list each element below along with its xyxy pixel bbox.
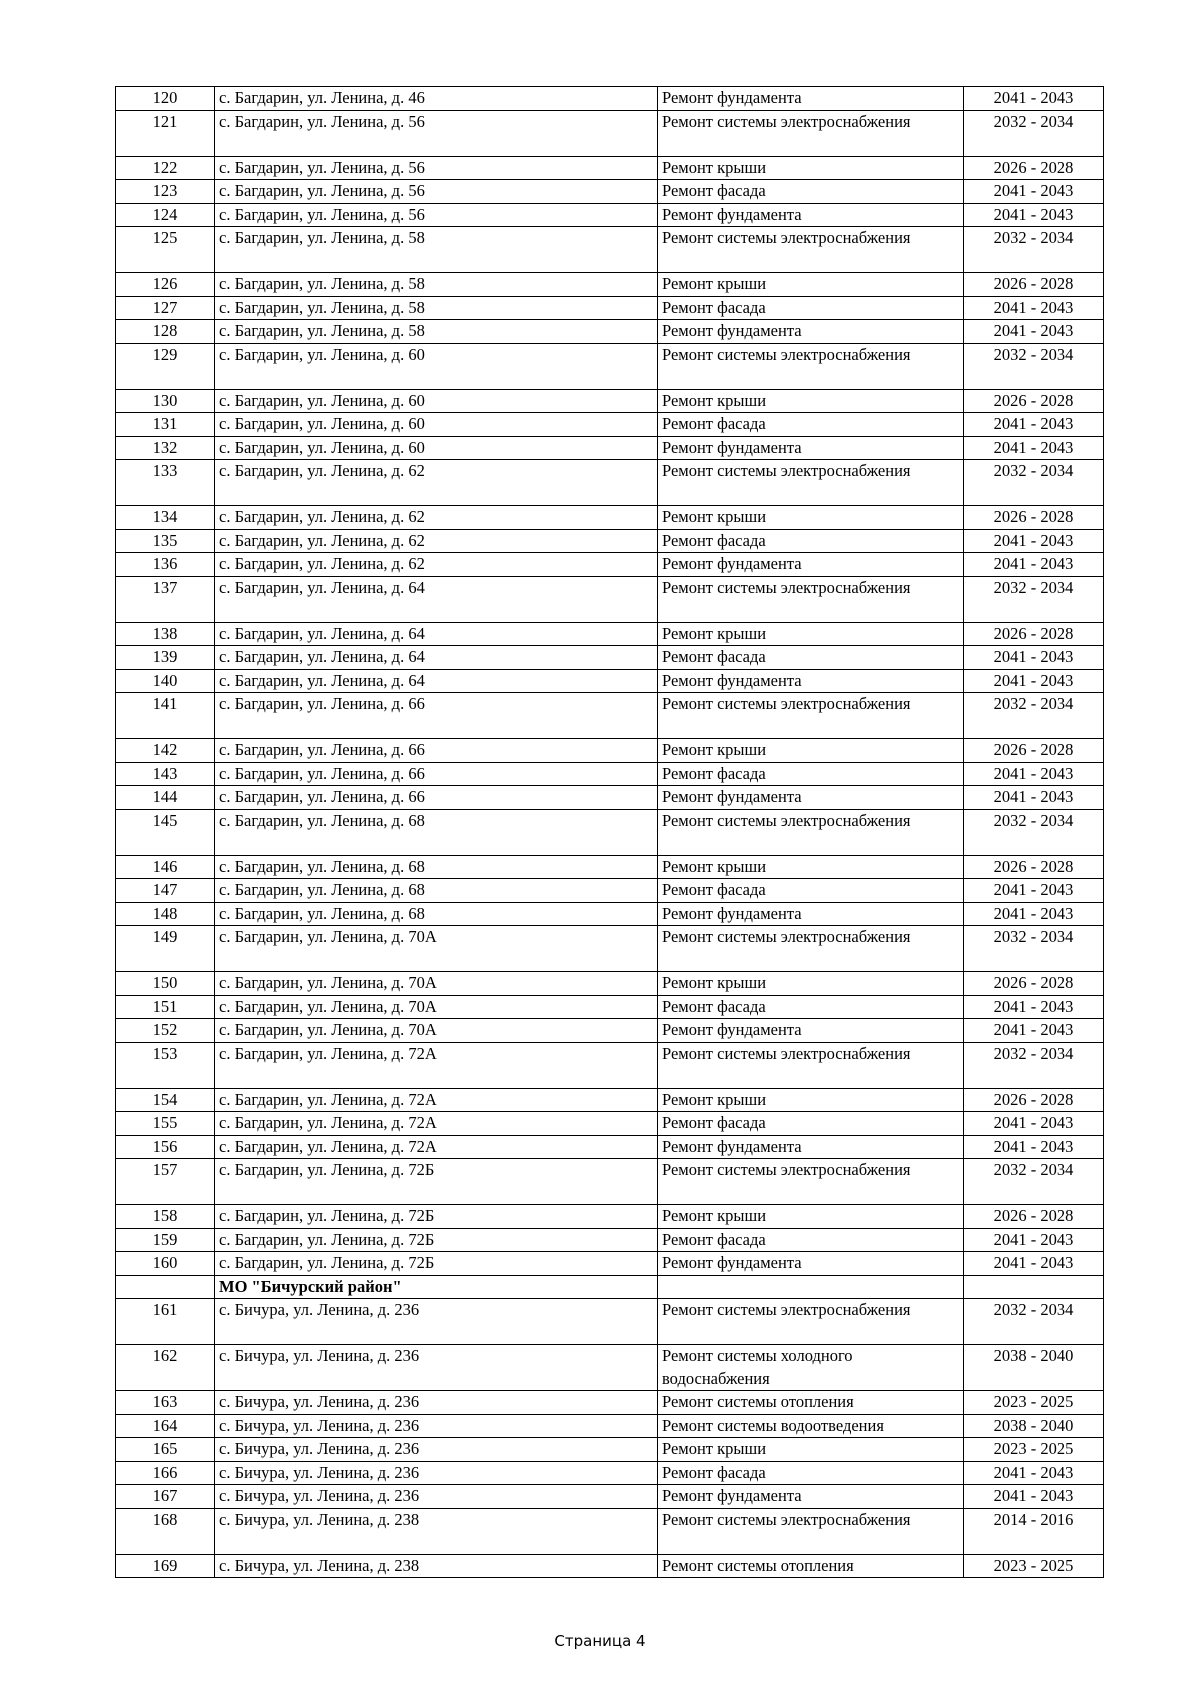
address-cell: с. Багдарин, ул. Ленина, д. 72А — [215, 1135, 658, 1159]
period-cell: 2041 - 2043 — [964, 669, 1104, 693]
address-cell: с. Багдарин, ул. Ленина, д. 60 — [215, 343, 658, 389]
work-type-cell: Ремонт фундамента — [658, 87, 964, 111]
table-row — [116, 1461, 1104, 1485]
work-type-cell: Ремонт системы отопления — [658, 1554, 964, 1578]
table-row — [116, 762, 1104, 786]
row-number-cell: 131 — [116, 413, 215, 437]
work-type-cell: Ремонт крыши — [658, 1088, 964, 1112]
period-cell: 2041 - 2043 — [964, 1019, 1104, 1043]
work-type-cell: Ремонт системы холодного водоснабжения — [658, 1345, 964, 1391]
period-cell: 2026 - 2028 — [964, 1205, 1104, 1229]
row-number-cell — [116, 1275, 215, 1299]
row-number-cell: 138 — [116, 622, 215, 646]
address-cell: с. Багдарин, ул. Ленина, д. 58 — [215, 320, 658, 344]
address-cell: с. Бичура, ул. Ленина, д. 236 — [215, 1438, 658, 1462]
table-row — [116, 1112, 1104, 1136]
row-number-cell: 135 — [116, 529, 215, 553]
address-cell: с. Багдарин, ул. Ленина, д. 72А — [215, 1088, 658, 1112]
period-cell: 2041 - 2043 — [964, 1461, 1104, 1485]
work-type-cell: Ремонт фундамента — [658, 1019, 964, 1043]
row-number-cell: 140 — [116, 669, 215, 693]
period-cell: 2041 - 2043 — [964, 1485, 1104, 1509]
address-cell: с. Багдарин, ул. Ленина, д. 62 — [215, 506, 658, 530]
work-type-cell: Ремонт фундамента — [658, 320, 964, 344]
row-number-cell: 127 — [116, 296, 215, 320]
row-number-cell: 151 — [116, 995, 215, 1019]
row-number-cell: 166 — [116, 1461, 215, 1485]
work-type-cell: Ремонт системы электроснабжения — [658, 460, 964, 506]
period-cell: 2041 - 2043 — [964, 1252, 1104, 1276]
period-cell: 2038 - 2040 — [964, 1345, 1104, 1391]
work-type-cell: Ремонт фасада — [658, 646, 964, 670]
work-type-cell: Ремонт фундамента — [658, 1252, 964, 1276]
work-type-cell: Ремонт системы электроснабжения — [658, 1159, 964, 1205]
page-footer: Страница 4 — [554, 1632, 646, 1650]
row-number-cell: 121 — [116, 110, 215, 156]
row-number-cell: 143 — [116, 762, 215, 786]
period-cell: 2032 - 2034 — [964, 1042, 1104, 1088]
row-number-cell: 152 — [116, 1019, 215, 1043]
work-type-cell: Ремонт системы электроснабжения — [658, 926, 964, 972]
work-type-cell: Ремонт крыши — [658, 739, 964, 763]
table-row — [116, 809, 1104, 855]
address-cell: с. Багдарин, ул. Ленина, д. 72Б — [215, 1252, 658, 1276]
table-row — [116, 87, 1104, 111]
address-cell: с. Багдарин, ул. Ленина, д. 56 — [215, 180, 658, 204]
work-type-cell: Ремонт фасада — [658, 762, 964, 786]
period-cell: 2041 - 2043 — [964, 902, 1104, 926]
period-cell: 2041 - 2043 — [964, 1228, 1104, 1252]
period-cell: 2032 - 2034 — [964, 809, 1104, 855]
work-type-cell: Ремонт системы водоотведения — [658, 1414, 964, 1438]
address-cell: с. Багдарин, ул. Ленина, д. 58 — [215, 296, 658, 320]
table-row — [116, 855, 1104, 879]
row-number-cell: 141 — [116, 693, 215, 739]
address-cell: с. Багдарин, ул. Ленина, д. 68 — [215, 855, 658, 879]
work-type-cell: Ремонт системы электроснабжения — [658, 693, 964, 739]
period-cell: 2023 - 2025 — [964, 1438, 1104, 1462]
address-cell: с. Бичура, ул. Ленина, д. 236 — [215, 1414, 658, 1438]
period-cell: 2032 - 2034 — [964, 343, 1104, 389]
work-type-cell: Ремонт фундамента — [658, 669, 964, 693]
period-cell: 2026 - 2028 — [964, 739, 1104, 763]
period-cell: 2041 - 2043 — [964, 87, 1104, 111]
table-row — [116, 320, 1104, 344]
table-row — [116, 995, 1104, 1019]
work-type-cell: Ремонт системы отопления — [658, 1391, 964, 1415]
period-cell: 2041 - 2043 — [964, 646, 1104, 670]
row-number-cell: 148 — [116, 902, 215, 926]
row-number-cell: 165 — [116, 1438, 215, 1462]
period-cell: 2026 - 2028 — [964, 273, 1104, 297]
work-type-cell: Ремонт фасада — [658, 995, 964, 1019]
work-type-cell: Ремонт фундамента — [658, 1135, 964, 1159]
address-cell: с. Багдарин, ул. Ленина, д. 72А — [215, 1112, 658, 1136]
period-cell: 2023 - 2025 — [964, 1391, 1104, 1415]
address-cell: с. Багдарин, ул. Ленина, д. 64 — [215, 669, 658, 693]
period-cell: 2041 - 2043 — [964, 296, 1104, 320]
work-type-cell: Ремонт фасада — [658, 529, 964, 553]
table-row — [116, 389, 1104, 413]
address-cell: с. Багдарин, ул. Ленина, д. 68 — [215, 809, 658, 855]
table-row — [116, 529, 1104, 553]
table-row — [116, 1345, 1104, 1391]
period-cell: 2041 - 2043 — [964, 320, 1104, 344]
address-cell: с. Багдарин, ул. Ленина, д. 62 — [215, 553, 658, 577]
table-row — [116, 926, 1104, 972]
work-type-cell: Ремонт крыши — [658, 972, 964, 996]
address-cell: с. Багдарин, ул. Ленина, д. 70А — [215, 926, 658, 972]
row-number-cell: 155 — [116, 1112, 215, 1136]
period-cell: 2041 - 2043 — [964, 203, 1104, 227]
table-row — [116, 436, 1104, 460]
row-number-cell: 156 — [116, 1135, 215, 1159]
work-type-cell: Ремонт фасада — [658, 413, 964, 437]
work-type-cell: Ремонт крыши — [658, 506, 964, 530]
period-cell: 2032 - 2034 — [964, 227, 1104, 273]
work-type-cell: Ремонт системы электроснабжения — [658, 1299, 964, 1345]
address-cell: с. Бичура, ул. Ленина, д. 238 — [215, 1508, 658, 1554]
table-row — [116, 180, 1104, 204]
row-number-cell: 157 — [116, 1159, 215, 1205]
work-type-cell: Ремонт фундамента — [658, 1485, 964, 1509]
work-type-cell: Ремонт крыши — [658, 156, 964, 180]
period-cell: 2041 - 2043 — [964, 786, 1104, 810]
table-row — [116, 1205, 1104, 1229]
work-type-cell: Ремонт системы электроснабжения — [658, 1042, 964, 1088]
row-number-cell: 142 — [116, 739, 215, 763]
work-type-cell: Ремонт крыши — [658, 389, 964, 413]
address-cell: с. Бичура, ул. Ленина, д. 236 — [215, 1345, 658, 1391]
table-body — [116, 87, 1104, 1578]
table-row — [116, 203, 1104, 227]
table-row — [116, 343, 1104, 389]
table-row — [116, 1485, 1104, 1509]
address-cell: с. Бичура, ул. Ленина, д. 238 — [215, 1554, 658, 1578]
row-number-cell: 130 — [116, 389, 215, 413]
period-cell: 2026 - 2028 — [964, 506, 1104, 530]
work-type-cell: Ремонт системы электроснабжения — [658, 809, 964, 855]
address-cell: с. Багдарин, ул. Ленина, д. 62 — [215, 460, 658, 506]
period-cell: 2032 - 2034 — [964, 460, 1104, 506]
table-row — [116, 506, 1104, 530]
work-type-cell: Ремонт системы электроснабжения — [658, 576, 964, 622]
row-number-cell: 161 — [116, 1299, 215, 1345]
row-number-cell: 144 — [116, 786, 215, 810]
repair-schedule-table — [115, 86, 1104, 1578]
row-number-cell: 125 — [116, 227, 215, 273]
row-number-cell: 128 — [116, 320, 215, 344]
table-row — [116, 693, 1104, 739]
period-cell: 2041 - 2043 — [964, 180, 1104, 204]
table-row — [116, 273, 1104, 297]
address-cell: с. Багдарин, ул. Ленина, д. 66 — [215, 693, 658, 739]
period-cell: 2041 - 2043 — [964, 553, 1104, 577]
work-type-cell: Ремонт крыши — [658, 622, 964, 646]
address-cell: с. Багдарин, ул. Ленина, д. 72А — [215, 1042, 658, 1088]
row-number-cell: 120 — [116, 87, 215, 111]
row-number-cell: 129 — [116, 343, 215, 389]
address-cell: с. Багдарин, ул. Ленина, д. 64 — [215, 646, 658, 670]
row-number-cell: 146 — [116, 855, 215, 879]
table-row — [116, 1299, 1104, 1345]
address-cell: с. Багдарин, ул. Ленина, д. 56 — [215, 203, 658, 227]
row-number-cell: 164 — [116, 1414, 215, 1438]
address-cell: с. Багдарин, ул. Ленина, д. 72Б — [215, 1228, 658, 1252]
row-number-cell: 158 — [116, 1205, 215, 1229]
table-row — [116, 1019, 1104, 1043]
address-cell: с. Багдарин, ул. Ленина, д. 68 — [215, 879, 658, 903]
work-type-cell: Ремонт фасада — [658, 1228, 964, 1252]
work-type-cell: Ремонт фундамента — [658, 436, 964, 460]
table-row — [116, 646, 1104, 670]
address-cell: с. Багдарин, ул. Ленина, д. 60 — [215, 389, 658, 413]
table-row — [116, 413, 1104, 437]
row-number-cell: 126 — [116, 273, 215, 297]
work-type-cell: Ремонт фундамента — [658, 786, 964, 810]
row-number-cell: 134 — [116, 506, 215, 530]
period-cell: 2026 - 2028 — [964, 622, 1104, 646]
row-number-cell: 149 — [116, 926, 215, 972]
row-number-cell: 145 — [116, 809, 215, 855]
address-cell: с. Багдарин, ул. Ленина, д. 72Б — [215, 1159, 658, 1205]
table-row — [116, 576, 1104, 622]
work-type-cell: Ремонт системы электроснабжения — [658, 227, 964, 273]
period-cell: 2032 - 2034 — [964, 1159, 1104, 1205]
row-number-cell: 167 — [116, 1485, 215, 1509]
period-cell: 2026 - 2028 — [964, 156, 1104, 180]
period-cell: 2026 - 2028 — [964, 389, 1104, 413]
period-cell: 2041 - 2043 — [964, 762, 1104, 786]
row-number-cell: 139 — [116, 646, 215, 670]
table-row — [116, 739, 1104, 763]
row-number-cell: 154 — [116, 1088, 215, 1112]
period-cell: 2026 - 2028 — [964, 1088, 1104, 1112]
work-type-cell: Ремонт фасада — [658, 879, 964, 903]
table-row — [116, 1414, 1104, 1438]
table-row — [116, 460, 1104, 506]
work-type-cell — [658, 1275, 964, 1299]
row-number-cell: 136 — [116, 553, 215, 577]
row-number-cell: 162 — [116, 1345, 215, 1391]
address-cell: с. Багдарин, ул. Ленина, д. 56 — [215, 110, 658, 156]
period-cell: 2041 - 2043 — [964, 1112, 1104, 1136]
period-cell: 2023 - 2025 — [964, 1554, 1104, 1578]
table-row — [116, 669, 1104, 693]
work-type-cell: Ремонт фундамента — [658, 553, 964, 577]
row-number-cell: 124 — [116, 203, 215, 227]
period-cell: 2032 - 2034 — [964, 576, 1104, 622]
work-type-cell: Ремонт системы электроснабжения — [658, 1508, 964, 1554]
address-cell: с. Багдарин, ул. Ленина, д. 66 — [215, 762, 658, 786]
address-cell: с. Багдарин, ул. Ленина, д. 60 — [215, 436, 658, 460]
work-type-cell: Ремонт системы электроснабжения — [658, 110, 964, 156]
address-cell: с. Багдарин, ул. Ленина, д. 64 — [215, 622, 658, 646]
table-row — [116, 110, 1104, 156]
address-cell: с. Багдарин, ул. Ленина, д. 72Б — [215, 1205, 658, 1229]
period-cell — [964, 1275, 1104, 1299]
row-number-cell: 133 — [116, 460, 215, 506]
address-cell: с. Бичура, ул. Ленина, д. 236 — [215, 1299, 658, 1345]
row-number-cell: 147 — [116, 879, 215, 903]
address-cell: с. Багдарин, ул. Ленина, д. 46 — [215, 87, 658, 111]
work-type-cell: Ремонт крыши — [658, 1205, 964, 1229]
address-cell: с. Багдарин, ул. Ленина, д. 70А — [215, 972, 658, 996]
table-row — [116, 156, 1104, 180]
work-type-cell: Ремонт фундамента — [658, 203, 964, 227]
table-row — [116, 902, 1104, 926]
period-cell: 2032 - 2034 — [964, 1299, 1104, 1345]
period-cell: 2014 - 2016 — [964, 1508, 1104, 1554]
address-cell: с. Багдарин, ул. Ленина, д. 70А — [215, 995, 658, 1019]
table-row — [116, 1135, 1104, 1159]
address-cell: с. Багдарин, ул. Ленина, д. 68 — [215, 902, 658, 926]
table-row — [116, 1438, 1104, 1462]
period-cell: 2041 - 2043 — [964, 529, 1104, 553]
address-cell: с. Багдарин, ул. Ленина, д. 58 — [215, 273, 658, 297]
row-number-cell: 159 — [116, 1228, 215, 1252]
work-type-cell: Ремонт крыши — [658, 855, 964, 879]
address-cell: с. Багдарин, ул. Ленина, д. 64 — [215, 576, 658, 622]
section-title-cell: МО "Бичурский район" — [215, 1275, 658, 1299]
address-cell: с. Багдарин, ул. Ленина, д. 56 — [215, 156, 658, 180]
row-number-cell: 150 — [116, 972, 215, 996]
address-cell: с. Багдарин, ул. Ленина, д. 60 — [215, 413, 658, 437]
table-row — [116, 1508, 1104, 1554]
table-row — [116, 1228, 1104, 1252]
table-row — [116, 1554, 1104, 1578]
period-cell: 2041 - 2043 — [964, 413, 1104, 437]
period-cell: 2032 - 2034 — [964, 926, 1104, 972]
table-row — [116, 1391, 1104, 1415]
table-row — [116, 296, 1104, 320]
address-cell: с. Бичура, ул. Ленина, д. 236 — [215, 1391, 658, 1415]
period-cell: 2041 - 2043 — [964, 879, 1104, 903]
table-row — [116, 1252, 1104, 1276]
address-cell: с. Багдарин, ул. Ленина, д. 70А — [215, 1019, 658, 1043]
row-number-cell: 160 — [116, 1252, 215, 1276]
period-cell: 2041 - 2043 — [964, 1135, 1104, 1159]
row-number-cell: 132 — [116, 436, 215, 460]
period-cell: 2038 - 2040 — [964, 1414, 1104, 1438]
period-cell: 2026 - 2028 — [964, 972, 1104, 996]
row-number-cell: 123 — [116, 180, 215, 204]
row-number-cell: 168 — [116, 1508, 215, 1554]
work-type-cell: Ремонт фасада — [658, 1461, 964, 1485]
period-cell: 2041 - 2043 — [964, 995, 1104, 1019]
address-cell: с. Багдарин, ул. Ленина, д. 62 — [215, 529, 658, 553]
table-row — [116, 879, 1104, 903]
row-number-cell: 153 — [116, 1042, 215, 1088]
work-type-cell: Ремонт крыши — [658, 273, 964, 297]
table-row — [116, 553, 1104, 577]
work-type-cell: Ремонт фасада — [658, 296, 964, 320]
table-row — [116, 622, 1104, 646]
row-number-cell: 169 — [116, 1554, 215, 1578]
period-cell: 2032 - 2034 — [964, 693, 1104, 739]
row-number-cell: 137 — [116, 576, 215, 622]
section-row — [116, 1275, 1104, 1299]
work-type-cell: Ремонт фасада — [658, 1112, 964, 1136]
address-cell: с. Багдарин, ул. Ленина, д. 66 — [215, 739, 658, 763]
table-row — [116, 972, 1104, 996]
period-cell: 2041 - 2043 — [964, 436, 1104, 460]
row-number-cell: 163 — [116, 1391, 215, 1415]
table-row — [116, 1088, 1104, 1112]
work-type-cell: Ремонт фасада — [658, 180, 964, 204]
table-row — [116, 1042, 1104, 1088]
address-cell: с. Бичура, ул. Ленина, д. 236 — [215, 1485, 658, 1509]
period-cell: 2026 - 2028 — [964, 855, 1104, 879]
address-cell: с. Бичура, ул. Ленина, д. 236 — [215, 1461, 658, 1485]
period-cell: 2032 - 2034 — [964, 110, 1104, 156]
table-row — [116, 786, 1104, 810]
work-type-cell: Ремонт фундамента — [658, 902, 964, 926]
address-cell: с. Багдарин, ул. Ленина, д. 66 — [215, 786, 658, 810]
work-type-cell: Ремонт системы электроснабжения — [658, 343, 964, 389]
table-row — [116, 227, 1104, 273]
address-cell: с. Багдарин, ул. Ленина, д. 58 — [215, 227, 658, 273]
table-row — [116, 1159, 1104, 1205]
work-type-cell: Ремонт крыши — [658, 1438, 964, 1462]
row-number-cell: 122 — [116, 156, 215, 180]
